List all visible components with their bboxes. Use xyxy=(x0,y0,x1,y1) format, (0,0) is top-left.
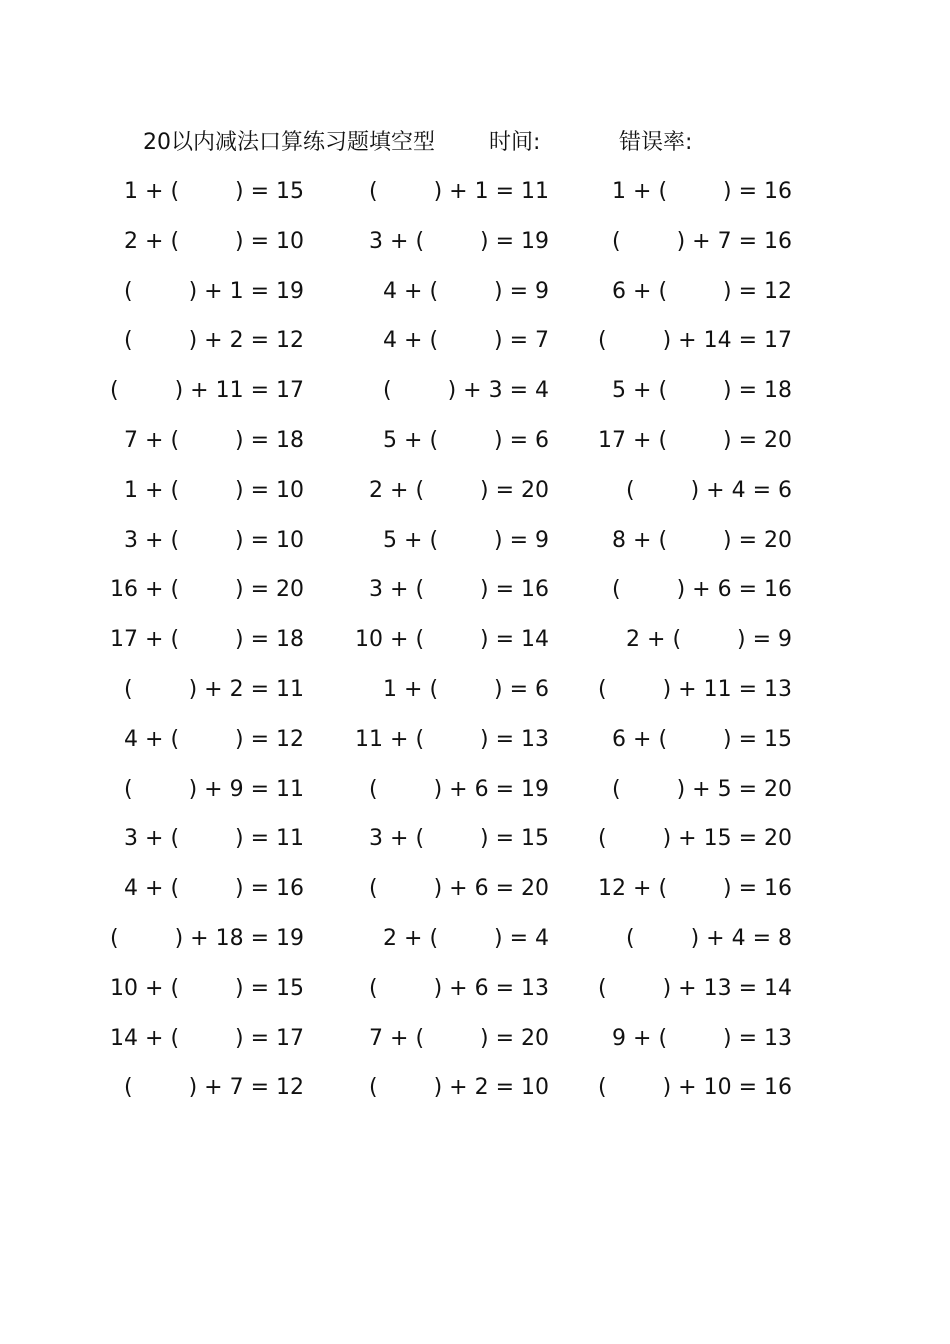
problem-cell: ( ) + 7 = 16 xyxy=(612,228,792,254)
problem-cell: 2 + ( ) = 20 xyxy=(369,477,549,503)
problem-cell: 2 + ( ) = 9 xyxy=(626,627,792,653)
problem-cell: ( ) + 10 = 16 xyxy=(598,1075,792,1101)
problem-row xyxy=(0,525,950,575)
problem-cell: ( ) + 6 = 19 xyxy=(369,776,549,802)
problem-grid xyxy=(0,176,950,1122)
problem-cell: ( ) + 9 = 11 xyxy=(124,776,304,802)
problem-row xyxy=(0,823,950,873)
problem-cell: 12 + ( ) = 16 xyxy=(598,876,792,902)
problem-cell: ( ) + 3 = 4 xyxy=(383,378,549,404)
problem-cell: ( ) + 6 = 13 xyxy=(369,975,549,1001)
problem-row xyxy=(0,973,950,1023)
problem-cell: 1 + ( ) = 16 xyxy=(612,179,792,204)
problem-cell: 2 + ( ) = 10 xyxy=(124,228,304,254)
problem-cell: 3 + ( ) = 10 xyxy=(124,527,304,553)
problem-cell: 4 + ( ) = 12 xyxy=(124,726,304,752)
time-label: 时间: xyxy=(489,130,541,155)
problem-cell: 10 + ( ) = 15 xyxy=(110,975,304,1001)
problem-cell: 5 + ( ) = 9 xyxy=(383,527,549,553)
problem-row xyxy=(0,774,950,824)
problem-row xyxy=(0,276,950,326)
problem-row xyxy=(0,176,950,226)
problem-row xyxy=(0,674,950,724)
problem-cell: 1 + ( ) = 6 xyxy=(383,676,549,702)
problem-cell: ( ) + 18 = 19 xyxy=(110,925,304,951)
problem-cell: ( ) + 5 = 20 xyxy=(612,776,792,802)
problem-cell: 3 + ( ) = 15 xyxy=(369,826,549,852)
problem-cell: ( ) + 14 = 17 xyxy=(598,328,792,354)
problem-cell: 10 + ( ) = 14 xyxy=(355,627,549,653)
problem-cell: 6 + ( ) = 15 xyxy=(612,726,792,752)
problem-row xyxy=(0,226,950,276)
error-rate-label: 错误率: xyxy=(619,130,693,155)
problem-cell: ( ) + 2 = 12 xyxy=(124,328,304,354)
problem-cell: 7 + ( ) = 18 xyxy=(124,427,304,453)
problem-cell: 1 + ( ) = 10 xyxy=(124,477,304,503)
problem-row xyxy=(0,1072,950,1122)
problem-cell: ( ) + 11 = 17 xyxy=(110,378,304,404)
problem-row xyxy=(0,724,950,774)
problem-row xyxy=(0,325,950,375)
problem-cell: 8 + ( ) = 20 xyxy=(612,527,792,553)
problem-cell: 17 + ( ) = 20 xyxy=(598,427,792,453)
problem-cell: ( ) + 2 = 11 xyxy=(124,676,304,702)
problem-cell: 3 + ( ) = 19 xyxy=(369,228,549,254)
problem-cell: ( ) + 1 = 11 xyxy=(369,179,549,204)
problem-cell: 16 + ( ) = 20 xyxy=(110,577,304,603)
problem-cell: 4 + ( ) = 7 xyxy=(383,328,549,354)
problem-cell: 3 + ( ) = 16 xyxy=(369,577,549,603)
problem-cell: ( ) + 4 = 6 xyxy=(626,477,792,503)
problem-cell: 9 + ( ) = 13 xyxy=(612,1025,792,1051)
problem-cell: 5 + ( ) = 6 xyxy=(383,427,549,453)
problem-cell: 6 + ( ) = 12 xyxy=(612,278,792,304)
problem-cell: 4 + ( ) = 9 xyxy=(383,278,549,304)
problem-row xyxy=(0,425,950,475)
problem-cell: ( ) + 15 = 20 xyxy=(598,826,792,852)
problem-cell: 14 + ( ) = 17 xyxy=(110,1025,304,1051)
problem-row xyxy=(0,873,950,923)
problem-row xyxy=(0,475,950,525)
problem-cell: 11 + ( ) = 13 xyxy=(355,726,549,752)
problem-cell: ( ) + 11 = 13 xyxy=(598,676,792,702)
problem-cell: 7 + ( ) = 20 xyxy=(369,1025,549,1051)
problem-cell: 2 + ( ) = 4 xyxy=(383,925,549,951)
problem-row xyxy=(0,923,950,973)
problem-cell: ( ) + 7 = 12 xyxy=(124,1075,304,1101)
problem-cell: ( ) + 1 = 19 xyxy=(124,278,304,304)
problem-row xyxy=(0,375,950,425)
problem-cell: ( ) + 4 = 8 xyxy=(626,925,792,951)
problem-cell: ( ) + 13 = 14 xyxy=(598,975,792,1001)
worksheet-header xyxy=(143,128,863,158)
problem-row xyxy=(0,574,950,624)
worksheet-title: 20以内减法口算练习题填空型 xyxy=(143,130,435,155)
problem-row xyxy=(0,624,950,674)
problem-cell: ( ) + 6 = 20 xyxy=(369,876,549,902)
problem-cell: ( ) + 6 = 16 xyxy=(612,577,792,603)
problem-cell: 1 + ( ) = 15 xyxy=(124,179,304,204)
problem-cell: ( ) + 2 = 10 xyxy=(369,1075,549,1101)
problem-cell: 17 + ( ) = 18 xyxy=(110,627,304,653)
problem-cell: 5 + ( ) = 18 xyxy=(612,378,792,404)
problem-cell: 4 + ( ) = 16 xyxy=(124,876,304,902)
problem-row xyxy=(0,1023,950,1073)
problem-cell: 3 + ( ) = 11 xyxy=(124,826,304,852)
